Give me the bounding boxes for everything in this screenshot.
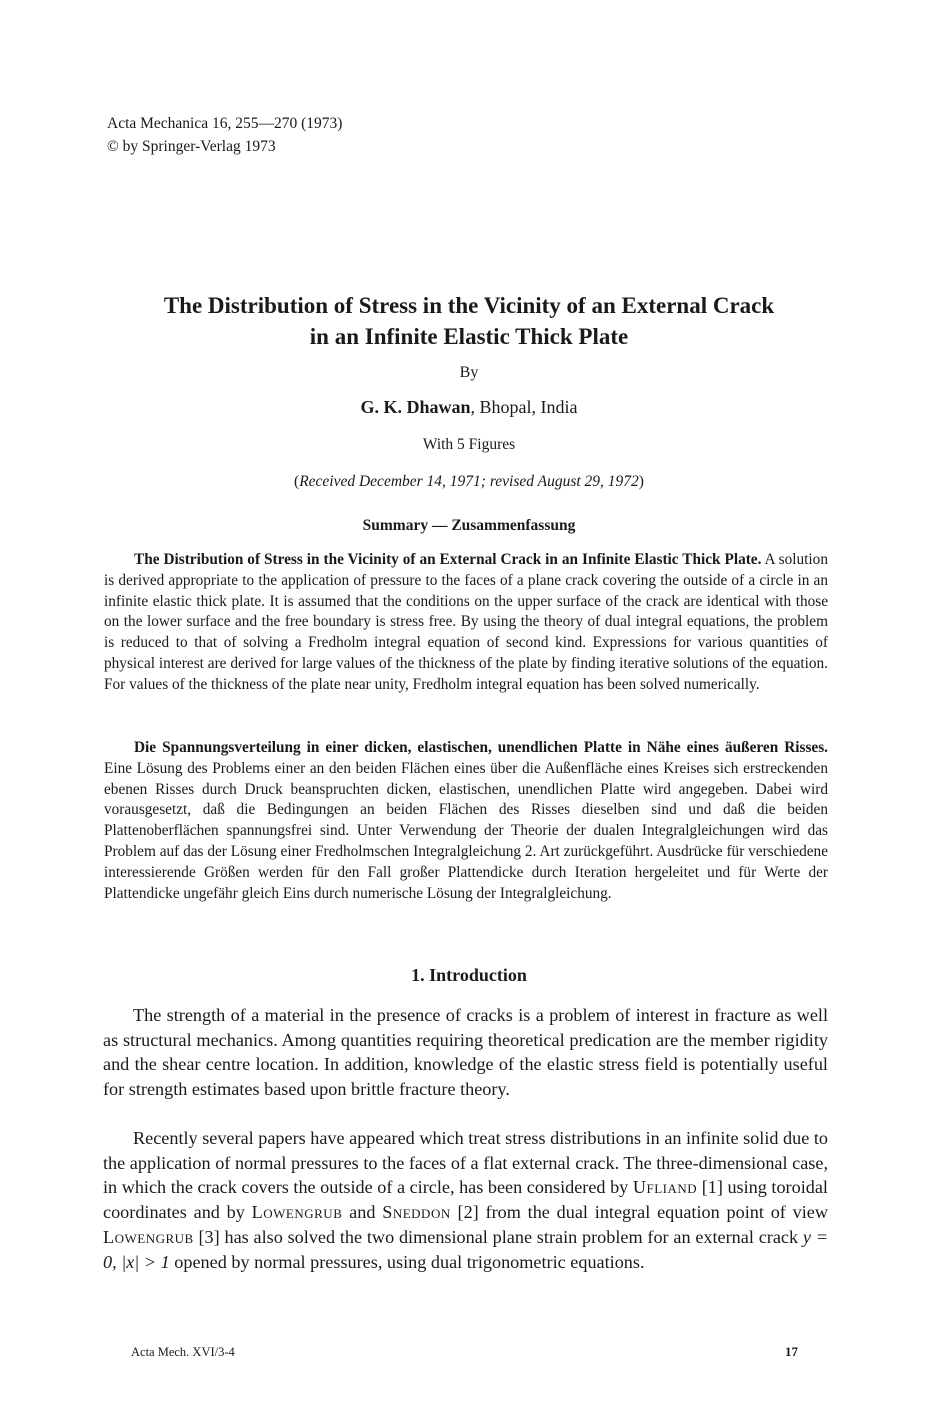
- intro-paragraph-2: [103, 1126, 828, 1274]
- author-name: G. K. Dhawan: [360, 397, 471, 417]
- byline: By: [459, 364, 479, 381]
- title-line-2: in an Infinite Elastic Thick Plate: [309, 324, 629, 349]
- journal-citation: Acta Mechanica 16, 255—270 (1973): [107, 115, 343, 132]
- footer-page-number: 17: [785, 1344, 798, 1359]
- summary-heading: Summary — Zusammenfassung: [362, 517, 576, 534]
- para2-text-3: and: [342, 1202, 383, 1223]
- abstract-english-lead: The Distribution of Stress in the Vicinity of an External Crack in an Infinite Elastic Thick Plate.: [134, 551, 762, 568]
- abstract-german-text: Eine Lösung des Problems einer an den beiden Flächen eines über die Außenfläche eines Kreises sich erstreckenden ebenen Risses durch Druck beanspruchten dicken, elastischen, unendlichen Platte wird angegeben. Dabei wird vorausgesetzt, daß die Bedingungen an beiden Flächen des Risses dieselben sind und daß die beiden Plattenoberflächen spannungsfrei sind. Unter Verwendung der Theorie der dualen Integralgleichungen wird das Problem auf das der Lösung einer Fredholmschen Integralgleichung 2. Art zurückgeführt. Ausdrücke für verschiedene interessierende Größen werden für den Fall großer Plattendicke durch Iteration hergeleitet und für Werte der Plattendicke ungefähr gleich Eins durch numerische Lösung der Integralgleichung.: [104, 759, 828, 902]
- received-open-paren: (: [294, 473, 300, 490]
- title-line-1: The Distribution of Stress in the Vicinity of an External Crack: [163, 293, 775, 318]
- para2-text-2: [1] using toroidal coordinates and by: [103, 1177, 828, 1223]
- author-affiliation: , Bhopal, India: [470, 397, 578, 417]
- paper-title: [80, 290, 858, 352]
- copyright-line: © by Springer-Verlag 1973: [107, 138, 276, 155]
- abstract-german-lead: Die Spannungsverteilung in einer dicken, elastischen, unendlichen Platte in Nähe eines äußeren Risses.: [134, 739, 828, 756]
- abstract-german: [104, 738, 828, 904]
- intro-paragraph-1: The strength of a material in the presence of cracks is a problem of interest in fracture as well as structural mechanics. Among quantities requiring theoretical predication are the member rigidity and the shear centre location. In addition, knowledge of the elastic stress field is potentially useful for strength estimates based upon brittle fracture theory.: [103, 1005, 828, 1100]
- para2-text-6: opened by normal pressures, using dual trigonometric equations.: [169, 1251, 645, 1272]
- abstract-english-text: A solution is derived appropriate to the application of pressure to the faces of a plane crack covering the outside of a circle in an infinite elastic thick plate. It is assumed that the conditions on the upper surface of the crack are identical with those on the lower surface and the free boundary is stress free. By using the theory of dual integral equations, the problem is reduced to that of solving a Fredholm integral equation of second kind. Expressions for various quantities of physical interest are derived for large values of the thickness of the plate by finding iterative solutions of the equation. For values of the thickness of the plate near unity, Fredholm integral equation has been solved numerically.: [104, 551, 828, 693]
- para2-text-4: [2] from the dual integral equation point of view: [450, 1202, 828, 1223]
- inline-math: y = 0, |x| > 1: [103, 1226, 828, 1272]
- figures-note: With 5 Figures: [422, 436, 516, 453]
- para2-text-5: [3] has also solved the two dimensional plane strain problem for an external crack: [193, 1226, 803, 1247]
- author-ref-lowengrub-2: Lowengrub: [103, 1226, 194, 1247]
- section-heading-introduction: 1. Introduction: [411, 965, 527, 985]
- author-ref-lowengrub: Lowengrub: [251, 1202, 343, 1223]
- abstract-english: [104, 550, 828, 696]
- received-text: Received December 14, 1971; revised August 29, 1972: [299, 473, 639, 490]
- author-line: [0, 397, 938, 418]
- author-ref-sneddon: Sneddon: [382, 1202, 451, 1223]
- footer-journal-issue: Acta Mech. XVI/3-4: [131, 1345, 235, 1359]
- para2-text-1: Recently several papers have appeared which treat stress distributions in an infinite solid due to the application of normal pressures to the faces of a flat external crack. The three-dimensional case, in which the crack covers the outside of a circle, has been considered by: [103, 1128, 828, 1198]
- author-ref-ufliand: Ufliand: [632, 1177, 698, 1198]
- journal-info: [107, 112, 342, 158]
- received-dates: [0, 473, 938, 491]
- received-close-paren: ): [638, 473, 644, 490]
